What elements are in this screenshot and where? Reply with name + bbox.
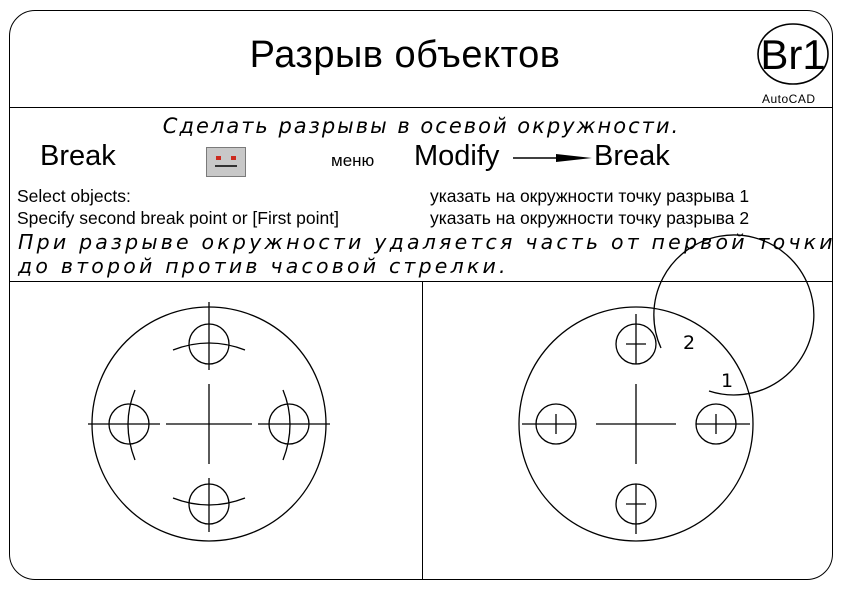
menu-label: меню [331, 151, 375, 170]
break-point-label-2: 2 [683, 332, 696, 354]
action-break-point-1: указать на окружности точку разрыва 1 [430, 186, 750, 206]
hole-right [696, 404, 750, 444]
note-line-2: до второй против часовой стрелки. [18, 254, 509, 278]
prompt-second-break-point: Specify second break point or [First point] [17, 208, 339, 228]
break-point-label-1: 1 [721, 370, 734, 392]
command-name: Break [40, 140, 116, 172]
hole-top [616, 314, 656, 364]
logo-caption: AutoCAD [762, 92, 816, 106]
instruction-subtitle: Сделать разрывы в осевой окружности. [162, 114, 681, 138]
logo-text: Br1 [760, 31, 826, 78]
note-line-1: При разрыве окружности удаляется часть от первой точки [18, 230, 836, 254]
menu-item-break[interactable]: Break [594, 140, 670, 172]
action-break-point-2: указать на окружности точку разрыва 2 [430, 208, 750, 228]
hole-left [522, 404, 576, 444]
menu-item-modify[interactable]: Modify [414, 140, 500, 172]
prompt-select-objects: Select objects: [17, 186, 131, 206]
hole-bottom [616, 484, 656, 534]
page-title: Разрыв объектов [249, 34, 561, 76]
